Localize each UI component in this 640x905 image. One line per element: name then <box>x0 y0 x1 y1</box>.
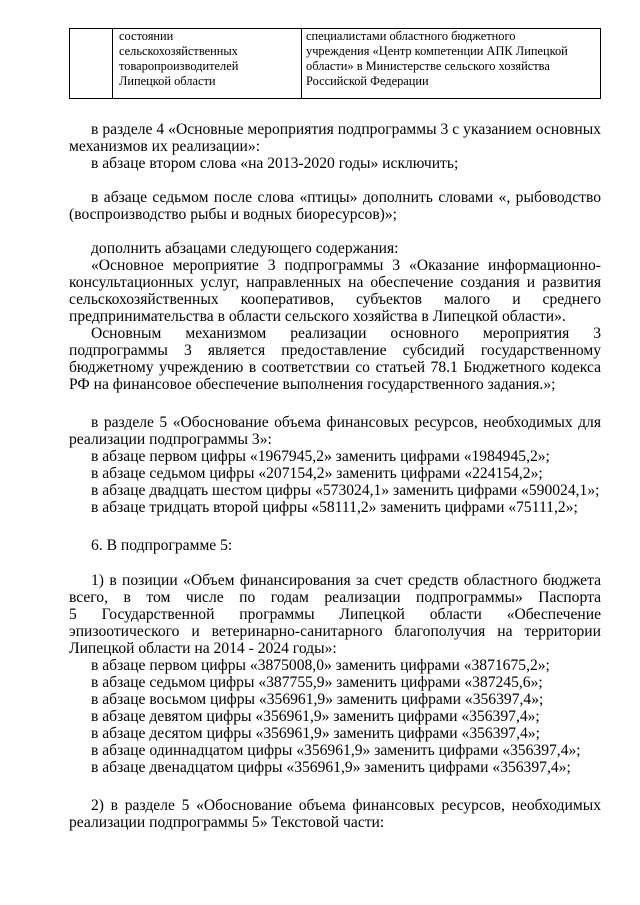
paragraph-subprogram5 <box>69 537 601 554</box>
table-row <box>70 29 601 99</box>
text-line: в абзаце седьмом после слова «птицы» дополнить словами «, рыбоводство <box>91 189 601 206</box>
text-line: реализации подпрограммы 5» Текстовой части: <box>69 814 385 831</box>
text-line: подпрограммы 3 является предоставление субсидий государственному <box>69 342 601 359</box>
text-line: (воспроизводство рыбы и водных биоресурсов)»; <box>69 206 398 223</box>
text-line: в абзаце втором слова «на 2013-2020 годы» исключить; <box>91 155 459 172</box>
text-line: Липецкой области на 2014 - 2024 годы»: <box>69 640 337 657</box>
text-line: в абзаце тридцать второй цифры «58111,2» заменить цифрами «75111,2»; <box>91 499 578 516</box>
cell-line: учреждения «Центр компетенции АПК Липецкой <box>306 44 568 58</box>
text-line: реализации подпрограммы 3»: <box>69 431 272 448</box>
paragraph-section4 <box>69 121 601 172</box>
text-line: 5 Государственной программы Липецкой области «Обеспечение <box>69 606 601 623</box>
text-line: Основным механизмом реализации основного мероприятия 3 <box>91 325 601 342</box>
text-line: в разделе 4 «Основные мероприятия подпрограммы 3 с указанием основных <box>91 121 601 138</box>
text-line: эпизоотического и ветеринарно-санитарного благополучия на территории <box>69 623 601 640</box>
text-line: в абзаце седьмом цифры «207154,2» заменить цифрами «224154,2»; <box>91 465 543 482</box>
cell-line: состоянии <box>119 29 174 43</box>
text-line: РФ на финансовое обеспечение выполнения государственного задания.»; <box>69 376 556 393</box>
cell-line: сельскохозяйственных <box>119 44 238 58</box>
table-fragment <box>69 28 601 99</box>
table-cell-executor <box>302 29 601 99</box>
text-line: в абзаце двенадцатом цифры «356961,9» заменить цифрами «356397,4»; <box>91 759 571 776</box>
text-line: дополнить абзацами следующего содержания: <box>91 240 399 257</box>
text-line: механизмов их реализации»: <box>69 138 261 155</box>
text-line: в абзаце одиннадцатом цифры «356961,9» заменить цифрами «356397,4»; <box>91 742 581 759</box>
text-line: бюджетному учреждению в соответствии со статьей 78.1 Бюджетного кодекса <box>69 359 601 376</box>
text-line: в абзаце девятом цифры «356961,9» заменить цифрами «356397,4»; <box>91 708 540 725</box>
text-line: 2) в разделе 5 «Обоснование объема финансовых ресурсов, необходимых <box>91 797 601 814</box>
text-line: предпринимательства в области сельского хозяйства в Липецкой области». <box>69 308 566 325</box>
text-line: в абзаце седьмом цифры «387755,9» заменить цифрами «387245,6»; <box>91 674 543 691</box>
text-line: в абзаце восьмом цифры «356961,9» заменить цифрами «356397,4»; <box>91 691 544 708</box>
text-line: консультационных услуг, направленных на обеспечение создания и развития <box>69 274 601 291</box>
text-line: в абзаце первом цифры «3875008,0» заменить цифрами «3871675,2»; <box>91 657 550 674</box>
text-line: в абзаце первом цифры «1967945,2» заменить цифрами «1984945,2»; <box>91 448 550 465</box>
paragraph-paragraph7 <box>69 189 601 223</box>
cell-line: области» в Министерстве сельского хозяйства <box>306 59 550 73</box>
cell-line: Российской Федерации <box>306 74 429 88</box>
text-line: в разделе 5 «Обоснование объема финансовых ресурсов, необходимых для <box>91 414 601 431</box>
paragraph-passport-position <box>69 572 601 776</box>
paragraph-section5-sub3 <box>69 414 601 516</box>
text-line: 1) в позиции «Объем финансирования за счет средств областного бюджета <box>91 572 601 589</box>
text-line: сельскохозяйственных кооперативов, субъектов малого и среднего <box>69 291 601 308</box>
cell-line: Липецкой области <box>119 74 216 88</box>
text-line: в абзаце двадцать шестом цифры «573024,1» заменить цифрами «590024,1»; <box>91 482 600 499</box>
paragraph-additions <box>69 240 601 393</box>
cell-line: товаропроизводителей <box>119 59 239 73</box>
text-line: всего, в том числе по годам реализации подпрограммы» Паспорта <box>69 589 601 606</box>
text-line: в абзаце десятом цифры «356961,9» заменить цифрами «356397,4»; <box>91 725 540 742</box>
paragraph-section5-sub5 <box>69 797 601 831</box>
cell-line: специалистами областного бюджетного <box>306 29 516 43</box>
text-line: 6. В подпрограмме 5: <box>91 537 233 554</box>
table-cell-subject <box>113 29 302 99</box>
table-cell-empty <box>70 29 113 99</box>
text-line: «Основное мероприятие 3 подпрограммы 3 «Оказание информационно- <box>91 257 601 274</box>
